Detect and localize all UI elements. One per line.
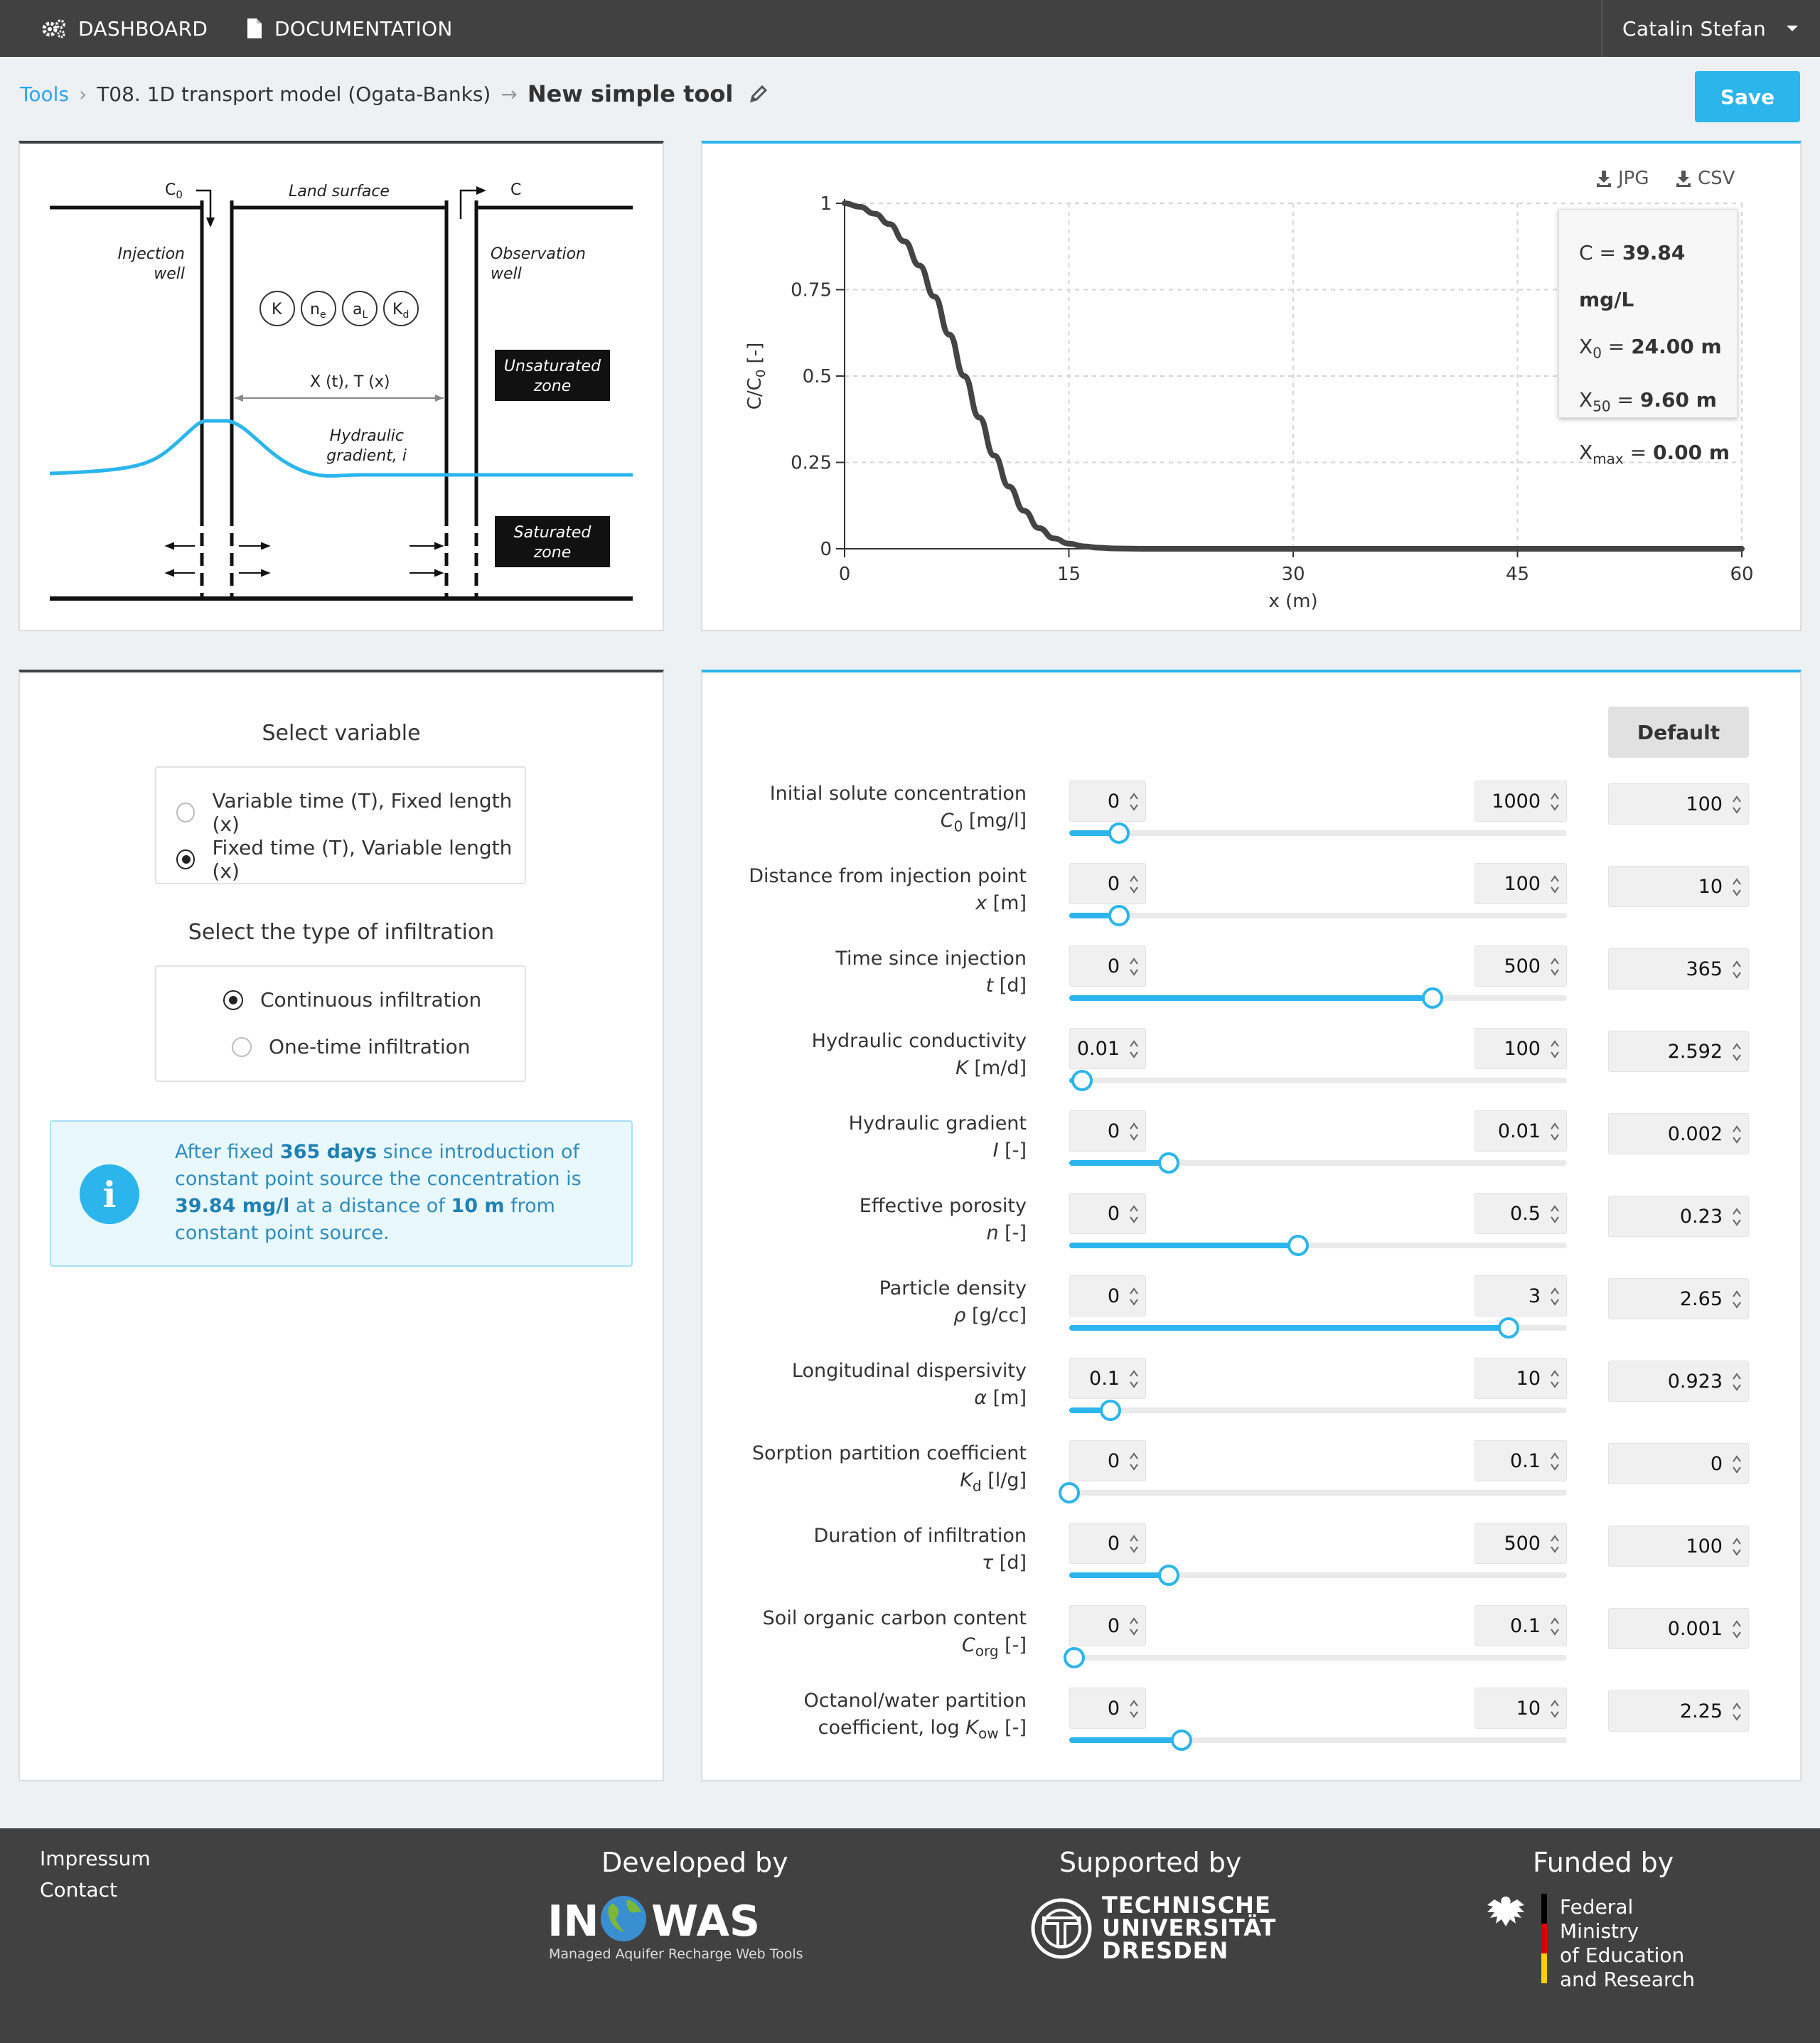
spinner-arrows-icon[interactable] — [1549, 1121, 1561, 1142]
param-row — [702, 765, 1800, 847]
navbar-divider — [1601, 0, 1602, 57]
x-tick-label: 45 — [1505, 564, 1530, 585]
param-label: Particle density ρ [g/cc] — [879, 1277, 1027, 1326]
param-label: Time since injection t [d] — [835, 948, 1027, 997]
radio-fixed-time[interactable] — [176, 836, 525, 883]
param-max-input[interactable]: 0.01 — [1474, 1110, 1567, 1152]
param-slider[interactable] — [1069, 1572, 1567, 1578]
breadcrumb-tool[interactable]: T08. 1D transport model (Ogata-Banks) — [97, 82, 491, 106]
default-button[interactable]: Default — [1608, 707, 1749, 758]
y-tick-label: 0.5 — [802, 366, 832, 387]
spinner-arrows-icon[interactable] — [1731, 794, 1743, 815]
param-value-input[interactable]: 0.923 — [1608, 1361, 1749, 1402]
radio-variable-time-label: Variable time (T), Fixed length (x) — [212, 789, 513, 836]
param-min-input[interactable]: 0 — [1069, 1193, 1146, 1234]
spinner-arrows-icon[interactable] — [1128, 1533, 1140, 1555]
spinner-arrows-icon[interactable] — [1549, 1533, 1561, 1555]
impressum-link[interactable]: Impressum — [40, 1847, 151, 1870]
federal-eagle-icon — [1483, 1894, 1529, 1943]
param-slider[interactable] — [1069, 1655, 1567, 1661]
param-slider-handle[interactable] — [1108, 822, 1130, 844]
saturated-label-1: Saturated — [513, 524, 592, 542]
aquifer-diagram — [20, 144, 663, 630]
x-tick-label: 60 — [1730, 564, 1754, 585]
tooltip-xmax: $X_{max} = 0.00$ m — [1579, 441, 1730, 468]
x-t-label: X (t), T (x) — [310, 373, 390, 391]
y-tick-label: 1 — [820, 193, 832, 215]
spinner-arrows-icon[interactable] — [1128, 1451, 1140, 1472]
param-circles — [260, 291, 418, 326]
param-max-input[interactable]: 100 — [1474, 1028, 1567, 1069]
param-label: Distance from injection point x [m] — [749, 865, 1027, 914]
page-title: New simple tool — [527, 80, 734, 107]
param-min-input[interactable]: 0 — [1069, 1275, 1146, 1317]
param-slider-fill — [1069, 995, 1433, 1001]
param-slider-handle[interactable] — [1158, 1152, 1179, 1174]
param-row — [702, 1260, 1800, 1342]
unsaturated-label-2: zone — [533, 377, 572, 395]
param-slider-handle[interactable] — [1100, 1400, 1121, 1421]
param-min-input[interactable]: 0 — [1069, 781, 1146, 822]
download-csv-label: CSV — [1698, 168, 1735, 189]
info-text: After fixed 365 days since introduction of constant point source the concentration is 39.84 mg/l at a distance of 10 m from constant point source. — [175, 1141, 582, 1244]
flow-arrows — [166, 543, 442, 576]
param-row — [702, 1095, 1800, 1177]
param-row — [702, 1342, 1800, 1425]
param-slider[interactable] — [1069, 1407, 1567, 1413]
param-slider[interactable] — [1069, 913, 1567, 918]
tooltip-x0: $X_0 = 24.00$ m — [1579, 335, 1722, 362]
selection-panel — [18, 670, 664, 1781]
spinner-arrows-icon[interactable] — [1731, 1041, 1743, 1063]
param-max-input[interactable]: 0.5 — [1474, 1193, 1567, 1234]
param-min-input[interactable]: 0 — [1069, 1688, 1146, 1729]
param-min-input[interactable]: 0 — [1069, 1605, 1146, 1646]
param-label: Hydraulic conductivity K [m/d] — [811, 1030, 1027, 1079]
developed-by-title: Developed by — [601, 1847, 788, 1878]
spinner-arrows-icon[interactable] — [1128, 1286, 1140, 1307]
spinner-arrows-icon[interactable] — [1128, 1368, 1140, 1390]
param-slider[interactable] — [1069, 1078, 1567, 1083]
breadcrumb-tools[interactable]: Tools — [20, 82, 69, 106]
param-value-input[interactable]: 365 — [1608, 948, 1749, 990]
param-max-input[interactable]: 100 — [1474, 863, 1567, 904]
observation-well-label-2: well — [491, 265, 522, 283]
diagram-panel — [18, 141, 664, 631]
saturated-label-2: zone — [533, 544, 572, 562]
param-min-input[interactable]: 0 — [1069, 863, 1146, 904]
spinner-arrows-icon[interactable] — [1549, 1698, 1561, 1720]
select-variable-title: Select variable — [262, 721, 421, 746]
spinner-arrows-icon[interactable] — [1128, 956, 1140, 977]
param-max-input[interactable]: 3 — [1474, 1275, 1567, 1317]
param-value-input[interactable]: 0.001 — [1608, 1608, 1749, 1649]
param-min-input[interactable]: 0 — [1069, 1440, 1146, 1481]
param-slider-fill — [1069, 1243, 1298, 1248]
param-slider-fill — [1069, 1160, 1169, 1166]
param-slider[interactable] — [1069, 1325, 1567, 1331]
arrow-right-icon: → — [500, 82, 518, 106]
param-slider[interactable] — [1069, 995, 1567, 1001]
spinner-arrows-icon[interactable] — [1731, 1371, 1743, 1393]
bmbf-logo[interactable]: Federal Ministry of Education and Research — [1483, 1894, 1718, 2022]
param-min-input[interactable]: 0 — [1069, 945, 1146, 987]
param-slider-handle[interactable] — [1108, 905, 1130, 926]
param-value-input[interactable]: 0.23 — [1608, 1196, 1749, 1237]
spinner-arrows-icon[interactable] — [1731, 1619, 1743, 1640]
spinner-arrows-icon[interactable] — [1549, 874, 1561, 895]
spinner-arrows-icon[interactable] — [1731, 1701, 1743, 1722]
spinner-arrows-icon[interactable] — [1731, 1289, 1743, 1310]
spinner-arrows-icon[interactable] — [1549, 956, 1561, 977]
spinner-arrows-icon[interactable] — [1731, 1536, 1743, 1557]
hydraulic-label-1: Hydraulic — [329, 427, 404, 445]
supported-by-title: Supported by — [1059, 1847, 1242, 1878]
hydraulic-label-2: gradient, i — [326, 447, 407, 465]
param-max-input[interactable]: 500 — [1474, 945, 1567, 987]
spinner-arrows-icon[interactable] — [1549, 791, 1561, 813]
nav-documentation-label: DOCUMENTATION — [274, 16, 453, 41]
radio-one-time[interactable] — [232, 1035, 471, 1058]
y-axis-label: $C/C_0$ [-] — [744, 342, 769, 410]
param-slider-handle[interactable] — [1059, 1482, 1080, 1503]
param-slider-handle[interactable] — [1064, 1647, 1085, 1668]
spinner-arrows-icon[interactable] — [1731, 1206, 1743, 1228]
param-row — [702, 1012, 1800, 1095]
c-label: C — [510, 181, 522, 199]
param-slider-handle[interactable] — [1071, 1070, 1093, 1091]
y-tick-label: 0.25 — [791, 452, 832, 474]
parameters-panel — [701, 670, 1802, 1781]
param-row — [702, 1425, 1800, 1507]
spinner-arrows-icon[interactable] — [1128, 1698, 1140, 1720]
spinner-arrows-icon[interactable] — [1731, 959, 1743, 980]
tu-dresden-logo[interactable]: TECHNISCHE UNIVERSITÄT DRESDEN — [1029, 1894, 1264, 1965]
param-slider-fill — [1069, 1572, 1169, 1578]
spinner-arrows-icon[interactable] — [1128, 874, 1140, 895]
param-slider-handle[interactable] — [1422, 987, 1443, 1009]
y-tick-label: 0.75 — [791, 279, 832, 301]
param-label: Hydraulic gradient I [-] — [848, 1112, 1027, 1162]
x-tick-label: 15 — [1056, 564, 1081, 585]
info-message — [50, 1120, 633, 1267]
param-value-input[interactable]: 0 — [1608, 1443, 1749, 1484]
spinner-arrows-icon[interactable] — [1731, 1454, 1743, 1475]
top-navbar — [0, 0, 1820, 57]
param-label: Duration of infiltration τ [d] — [813, 1525, 1027, 1574]
param-slider-handle[interactable] — [1171, 1730, 1192, 1751]
user-menu[interactable] — [1622, 0, 1799, 57]
globe-icon — [599, 1894, 648, 1943]
param-label: Effective porosity n [-] — [859, 1195, 1027, 1244]
infiltration-radio-group — [155, 965, 526, 1082]
param-slider[interactable] — [1069, 1160, 1567, 1166]
param-row — [702, 1177, 1800, 1260]
spinner-arrows-icon[interactable] — [1128, 1616, 1140, 1637]
radio-continuous-label: Continuous infiltration — [260, 988, 482, 1012]
param-max-input[interactable]: 1000 — [1474, 781, 1567, 822]
select-infiltration-title: Select the type of infiltration — [188, 920, 495, 945]
spinner-arrows-icon[interactable] — [1549, 1451, 1561, 1472]
param-min-input[interactable]: 0.01 — [1069, 1028, 1146, 1069]
nav-documentation[interactable] — [246, 0, 453, 57]
param-label: Longitudinal dispersivity α [m] — [791, 1360, 1027, 1409]
param-circle-al: $a_L$ — [353, 301, 368, 321]
spinner-arrows-icon[interactable] — [1549, 1368, 1561, 1390]
gears-icon — [41, 18, 67, 39]
param-row — [702, 1589, 1800, 1672]
caret-down-icon — [1786, 24, 1799, 33]
inowas-logo[interactable]: IN WAS Managed Aquifer Recharge Web Tools — [547, 1897, 796, 1961]
param-min-input[interactable]: 0 — [1069, 1110, 1146, 1152]
radio-variable-time[interactable] — [176, 789, 525, 836]
land-surface-label: Land surface — [289, 183, 390, 200]
y-tick-label: 0 — [820, 539, 832, 560]
spinner-arrows-icon[interactable] — [1731, 876, 1743, 898]
param-slider-fill — [1069, 1737, 1182, 1743]
param-slider[interactable] — [1069, 1243, 1567, 1248]
param-value-input[interactable]: 0.002 — [1608, 1113, 1749, 1154]
param-circle-ne: $n_e$ — [310, 301, 326, 321]
c0-label: $C_0$ — [165, 181, 183, 201]
param-slider[interactable] — [1069, 830, 1567, 836]
param-slider[interactable] — [1069, 1737, 1567, 1743]
footer — [0, 1828, 1820, 2043]
contact-link[interactable]: Contact — [40, 1878, 117, 1902]
radio-one-time-label: One-time infiltration — [269, 1035, 471, 1058]
param-label: Initial solute concentration $C_0$ [mg/l] — [769, 783, 1027, 835]
param-label: Octanol/water partition coefficient, $\log K_{ow}$ [-] — [803, 1690, 1027, 1742]
spinner-arrows-icon[interactable] — [1549, 1286, 1561, 1307]
param-max-input[interactable]: 500 — [1474, 1523, 1567, 1564]
param-row — [702, 1672, 1800, 1754]
chart-panel — [701, 141, 1802, 631]
chart-tooltip — [1558, 209, 1738, 468]
param-row — [702, 1507, 1800, 1589]
param-value-input[interactable]: 100 — [1608, 1525, 1749, 1567]
tooltip-c: C = 39.84 mg/L — [1579, 241, 1686, 311]
download-jpg-label: JPG — [1618, 168, 1649, 189]
spinner-arrows-icon[interactable] — [1549, 1039, 1561, 1060]
variable-radio-group — [155, 766, 526, 884]
param-slider-handle[interactable] — [1288, 1235, 1309, 1256]
radio-button-checked[interactable] — [223, 990, 243, 1010]
param-value-input[interactable]: 2.65 — [1608, 1278, 1749, 1319]
radio-button[interactable] — [176, 803, 195, 822]
spinner-arrows-icon[interactable] — [1128, 1121, 1140, 1142]
param-value-input[interactable]: 100 — [1608, 783, 1749, 825]
param-slider-handle[interactable] — [1158, 1565, 1179, 1586]
param-label: Soil organic carbon content $C_{org}$ [-] — [762, 1607, 1027, 1660]
radio-button[interactable] — [232, 1037, 252, 1057]
param-slider[interactable] — [1069, 1490, 1567, 1496]
chevron-right-icon: › — [78, 82, 87, 106]
info-icon: i — [80, 1164, 139, 1224]
spinner-arrows-icon[interactable] — [1549, 1203, 1561, 1225]
param-value-input[interactable]: 2.592 — [1608, 1031, 1749, 1072]
injection-well-label-1: Injection — [117, 245, 185, 263]
param-max-input[interactable]: 0.1 — [1474, 1605, 1567, 1646]
spinner-arrows-icon[interactable] — [1128, 791, 1140, 813]
unsaturated-label-1: Unsaturated — [503, 358, 601, 375]
breadcrumb — [20, 77, 769, 111]
pencil-icon[interactable] — [749, 84, 769, 104]
spinner-arrows-icon[interactable] — [1731, 1124, 1743, 1145]
param-slider-handle[interactable] — [1498, 1317, 1519, 1339]
param-value-input[interactable]: 2.25 — [1608, 1690, 1749, 1732]
save-button[interactable]: Save — [1695, 71, 1800, 122]
spinner-arrows-icon[interactable] — [1128, 1203, 1140, 1225]
x-axis-label: x (m) — [1268, 591, 1318, 612]
tud-emblem-icon — [1029, 1897, 1093, 1961]
param-label: Sorption partition coefficient $K_d$ [l/g] — [751, 1442, 1027, 1495]
spinner-arrows-icon[interactable] — [1549, 1616, 1561, 1637]
user-name: Catalin Stefan — [1622, 16, 1766, 41]
funded-by-title: Funded by — [1533, 1847, 1674, 1878]
param-max-input[interactable]: 10 — [1474, 1688, 1567, 1729]
param-circle-kd: $K_d$ — [392, 301, 410, 321]
x-tick-label: 30 — [1281, 564, 1305, 585]
tooltip-x50: $X_{50} = 9.60$ m — [1579, 387, 1717, 415]
spinner-arrows-icon[interactable] — [1128, 1039, 1140, 1060]
param-slider-fill — [1069, 1325, 1509, 1331]
document-icon — [246, 18, 263, 39]
param-circle-k: K — [272, 301, 282, 318]
param-max-input[interactable]: 10 — [1474, 1358, 1567, 1399]
param-min-input[interactable]: 0.1 — [1069, 1358, 1146, 1399]
radio-fixed-time-label: Fixed time (T), Variable length (x) — [212, 836, 513, 883]
radio-continuous[interactable] — [223, 988, 481, 1012]
param-value-input[interactable]: 10 — [1608, 866, 1749, 907]
param-max-input[interactable]: 0.1 — [1474, 1440, 1567, 1481]
observation-well-label-1: Observation — [491, 245, 586, 263]
radio-button-checked[interactable] — [176, 849, 195, 869]
nav-dashboard-label: DASHBOARD — [78, 16, 208, 41]
param-min-input[interactable]: 0 — [1069, 1523, 1146, 1564]
x-tick-label: 0 — [838, 564, 851, 585]
injection-well-label-2: well — [154, 265, 185, 283]
param-row — [702, 930, 1800, 1012]
nav-dashboard[interactable] — [41, 0, 208, 57]
param-row — [702, 847, 1800, 930]
